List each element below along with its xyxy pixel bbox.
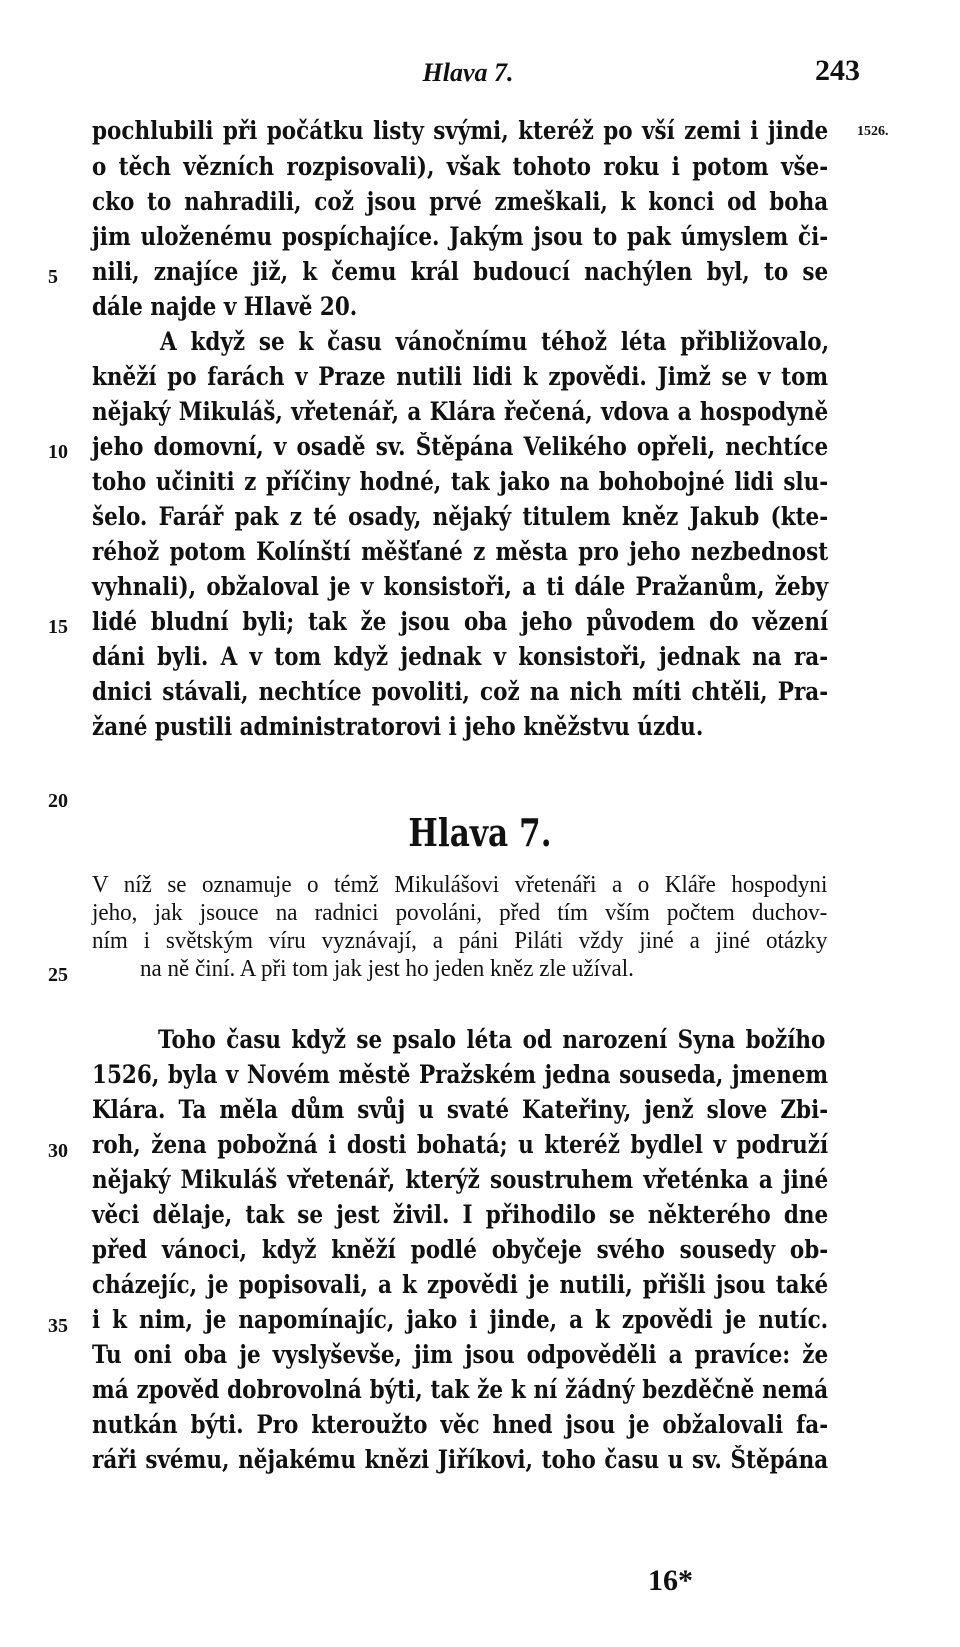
text-line: ráři svému, nějakému knězi Jiříkovi, toho času u sv. Štěpána <box>92 1445 829 1474</box>
text-line: pochlubili při počátku listy svými, kteréž po vší zemi i jinde <box>92 116 829 145</box>
text-line: nějaký Mikuláš, vřetenář, a Klára řečená, vdova a hospodyně <box>92 397 829 426</box>
line-number: 30 <box>48 1140 68 1162</box>
text-line: má zpověd dobrovolná býti, tak že k ní žádný bezděčně nemá <box>92 1375 829 1404</box>
text-line: 1526, byla v Novém městě Pražském jedna souseda, jmenem <box>92 1060 829 1089</box>
text-line: cko to nahradili, což jsou prvé zmeškali, k konci od boha <box>92 187 829 216</box>
text-line: A když se k času vánočnímu téhož léta přibližovalo, <box>160 327 830 356</box>
text-line: o těch vězních rozpisovali), však tohoto roku i potom vše- <box>92 152 829 181</box>
text-line: lidé bludní byli; tak že jsou oba jeho původem do vězení <box>92 607 829 636</box>
text-line: roh, žena pobožná i dosti bohatá; u kteréž bydlel v podruží <box>92 1130 829 1159</box>
line-number: 10 <box>48 441 68 463</box>
line-number: 20 <box>48 790 68 812</box>
text-line: věci dělaje, tak se jest živil. I přihodilo se některého dne <box>92 1200 829 1229</box>
text-line: kněží po farách v Praze nutili lidi k zpovědi. Jimž se v tom <box>92 362 829 391</box>
signature-mark: 16* <box>648 1564 693 1597</box>
running-title: Hlava 7. <box>422 58 514 87</box>
line-number: 5 <box>48 266 58 288</box>
line-number: 25 <box>48 964 68 986</box>
text-line: dáni byli. A v tom když jednak v konsistoři, jednak na ra- <box>92 642 829 671</box>
text-line: nějaký Mikuláš vřetenář, kterýž soustruhem vřeténka a jiné <box>92 1165 829 1194</box>
summary-line: jeho, jak jsouce na radnici povoláni, před tím vším počtem duchov- <box>92 900 828 926</box>
line-number: 15 <box>48 616 68 638</box>
text-line: i k nim, je napomínajíc, jako i jinde, a k zpovědi je nutíc. <box>92 1305 829 1334</box>
chapter-heading: Hlava 7. <box>408 810 552 855</box>
text-line: před vánoci, když kněží podlé obyčeje svého sousedy ob- <box>92 1235 829 1264</box>
text-line: dále najde v Hlavě 20. <box>92 292 358 321</box>
text-line: jeho domovní, v osadě sv. Štěpána Velikého opřeli, nechtíce <box>92 432 829 461</box>
text-line: Tu oni oba je vyslyševše, jim jsou odpověděli a pravíce: že <box>92 1340 829 1369</box>
text-line: jim uloženému pospíchajíce. Jakým jsou to pak úmyslem či- <box>92 222 829 251</box>
margin-year-note: 1526. <box>857 124 889 139</box>
text-line: šelo. Farář pak z té osady, nějaký titulem kněz Jakub (kte- <box>92 502 829 531</box>
line-number: 35 <box>48 1315 68 1337</box>
summary-line: V níž se oznamuje o témž Mikulášovi vřetenáři a o Kláře hospodyni <box>92 872 828 898</box>
text-line: cházejíc, je popisovali, a k zpovědi je nutili, přišli jsou také <box>92 1270 829 1299</box>
page-number: 243 <box>815 54 860 87</box>
text-line: dnici stávali, nechtíce povoliti, což na nich míti chtěli, Pra- <box>92 677 829 706</box>
text-line: Klára. Ta měla dům svůj u svaté Kateřiny, jenž slove Zbi- <box>92 1095 829 1124</box>
text-line: réhož potom Kolínští měšťané z města pro jeho nezbednost <box>92 537 829 566</box>
text-line: vyhnali), obžaloval je v konsistoři, a ti dále Pražanům, žeby <box>92 572 829 601</box>
text-line: toho učiniti z příčiny hodné, tak jako na bohobojné lidi slu- <box>92 467 829 496</box>
text-line: žané pustili administratorovi i jeho kněžstvu úzdu. <box>92 712 704 741</box>
text-line: nili, znajíce již, k čemu král budoucí nachýlen byl, to se <box>92 257 829 286</box>
text-line: nutkán býti. Pro kteroužto věc hned jsou je obžalovali fa- <box>92 1410 829 1439</box>
summary-line: ním i světským víru vyznávají, a páni Piláti vždy jiné a jiné otázky <box>92 928 828 954</box>
text-line: Toho času když se psalo léta od narození Syna božího <box>158 1025 826 1054</box>
summary-line: na ně činí. A při tom jak jest ho jeden kněz zle užíval. <box>140 956 634 982</box>
